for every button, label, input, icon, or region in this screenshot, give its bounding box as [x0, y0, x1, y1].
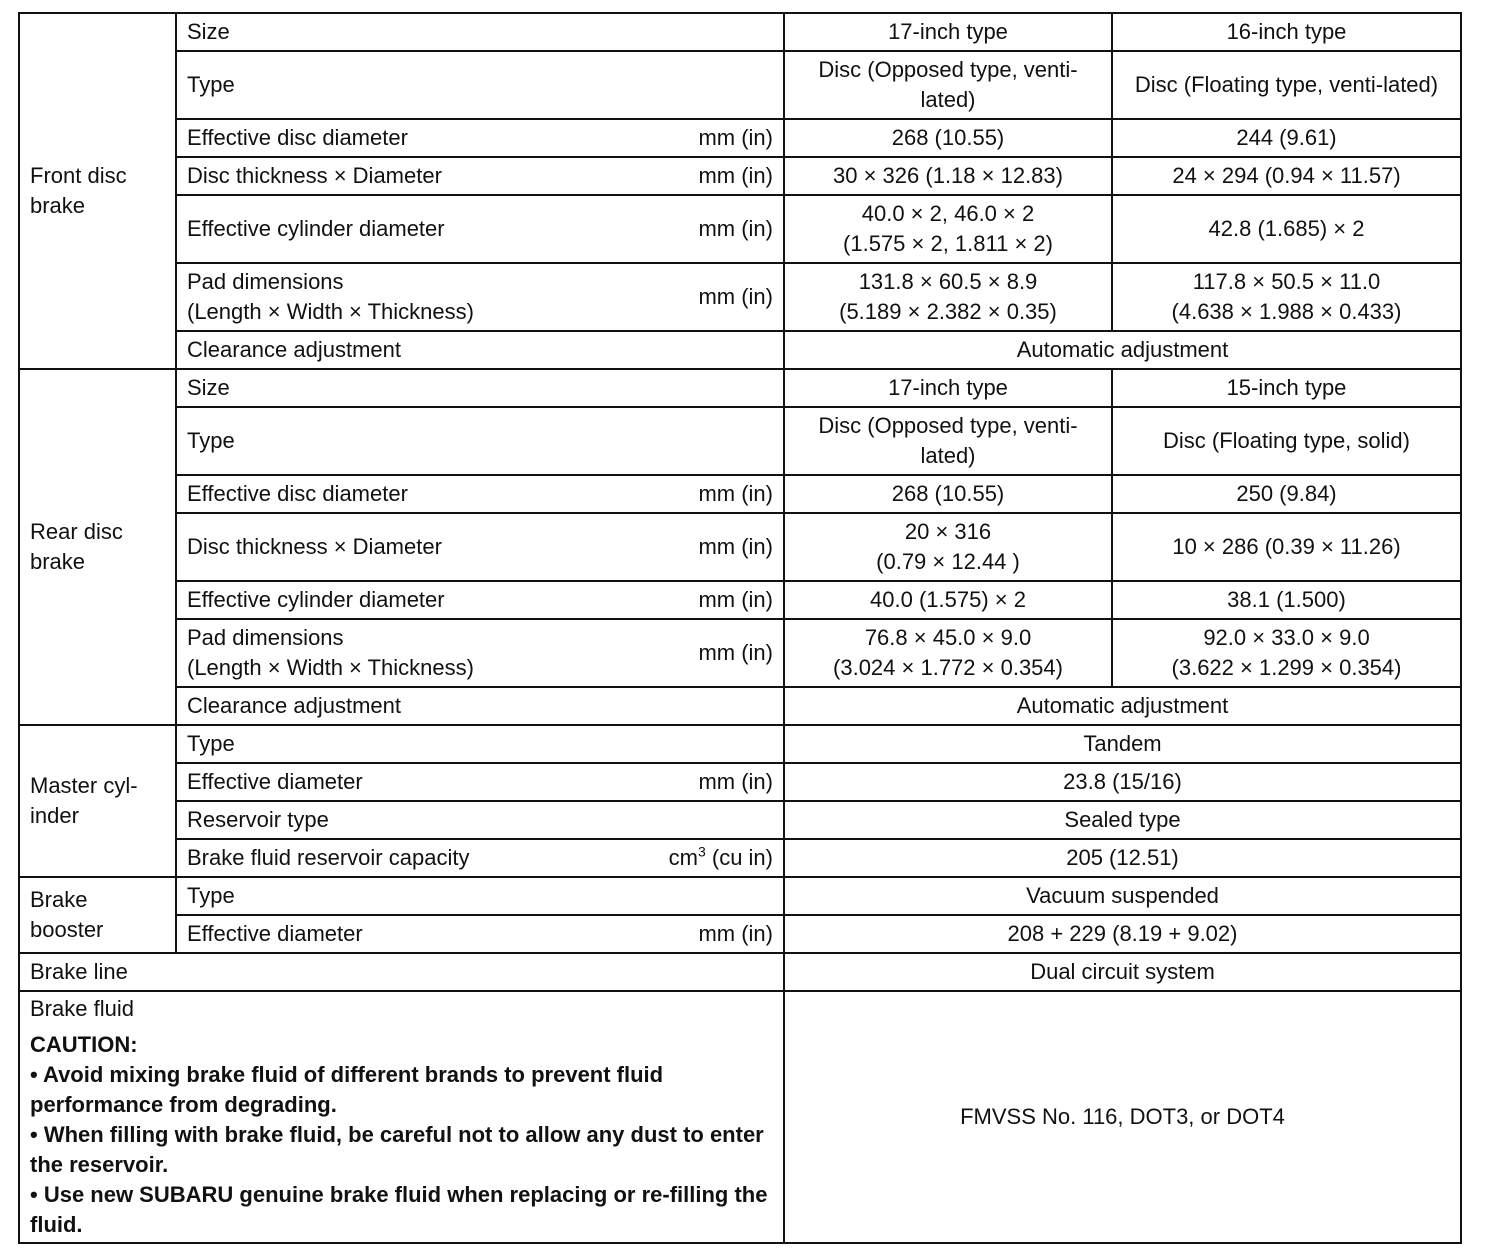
label-text: Effective diameter: [187, 769, 363, 794]
table-row: [19, 619, 1461, 687]
label-size: Size: [176, 369, 784, 407]
label-brake-fluid: Brake fluid: [30, 996, 134, 1021]
unit-text: mm (in): [698, 769, 773, 794]
label-text: Effective cylinder diameter: [187, 587, 445, 612]
value-line: (3.622 × 1.299 × 0.354): [1171, 655, 1402, 680]
label-line: Pad dimensions: [187, 625, 344, 650]
value-cell: 30 × 326 (1.18 × 12.83): [784, 157, 1112, 195]
caution-item: • When filling with brake fluid, be careful not to allow any dust to enter the reservoir.: [30, 1122, 764, 1177]
label-cell: [176, 157, 784, 195]
group-master-cylinder: Master cyl-inder: [19, 725, 176, 877]
table-row: [19, 839, 1461, 877]
label-cell: [176, 513, 784, 581]
label-text: Brake fluid reservoir capacity: [187, 845, 470, 870]
value-cell: 16-inch type: [1112, 13, 1461, 51]
table-row: [19, 195, 1461, 263]
label-type: Type: [176, 407, 784, 475]
table-row: [19, 369, 1461, 407]
value-cell: 42.8 (1.685) × 2: [1112, 195, 1461, 263]
table-row: [19, 475, 1461, 513]
table-row: [19, 877, 1461, 915]
label-cell: [176, 263, 784, 331]
group-brake-booster: Brake booster: [19, 877, 176, 953]
value-cell: 250 (9.84): [1112, 475, 1461, 513]
value-cell: 244 (9.61): [1112, 119, 1461, 157]
table-row: [19, 51, 1461, 119]
label-cell: [176, 475, 784, 513]
value-cell: 208 + 229 (8.19 + 9.02): [784, 915, 1461, 953]
value-line: (1.575 × 2, 1.811 × 2): [843, 231, 1053, 256]
label-cell: [176, 763, 784, 801]
value-cell: 15-inch type: [1112, 369, 1461, 407]
table-row: [19, 687, 1461, 725]
value-cell: Sealed type: [784, 801, 1461, 839]
brake-fluid-cell: [19, 991, 784, 1243]
label-text: Effective disc diameter: [187, 481, 408, 506]
value-cell: Disc (Opposed type, venti-lated): [784, 407, 1112, 475]
table-row: [19, 991, 1461, 1243]
value-line: 76.8 × 45.0 × 9.0: [864, 625, 1032, 650]
label-clearance: Clearance adjustment: [176, 687, 784, 725]
value-line: 40.0 × 2, 46.0 × 2: [861, 201, 1035, 226]
value-cell: Automatic adjustment: [784, 687, 1461, 725]
label-reservoir-type: Reservoir type: [176, 801, 784, 839]
value-cell: Automatic adjustment: [784, 331, 1461, 369]
value-line: (3.024 × 1.772 × 0.354): [833, 655, 1063, 680]
value-line: (4.638 × 1.988 × 0.433): [1171, 299, 1402, 324]
value-cell: [784, 619, 1112, 687]
label-line: (Length × Width × Thickness): [187, 299, 474, 324]
unit-text: mm (in): [698, 163, 773, 188]
value-cell: 17-inch type: [784, 13, 1112, 51]
value-line: 92.0 × 33.0 × 9.0: [1203, 625, 1370, 650]
value-cell: 268 (10.55): [784, 475, 1112, 513]
value-cell: 268 (10.55): [784, 119, 1112, 157]
table-row: [19, 157, 1461, 195]
table-row: [19, 119, 1461, 157]
value-cell: [784, 513, 1112, 581]
table-row: [19, 801, 1461, 839]
table-row: [19, 331, 1461, 369]
value-cell: 40.0 (1.575) × 2: [784, 581, 1112, 619]
value-cell: 38.1 (1.500): [1112, 581, 1461, 619]
unit-text: mm (in): [698, 640, 773, 665]
unit-text: mm (in): [698, 534, 773, 559]
unit-text: mm (in): [698, 587, 773, 612]
label-text: Effective cylinder diameter: [187, 216, 445, 241]
group-front-disc-brake: Front disc brake: [19, 13, 176, 369]
label-cell: [176, 839, 784, 877]
label-cell: [176, 581, 784, 619]
value-cell: Disc (Floating type, solid): [1112, 407, 1461, 475]
value-cell: Dual circuit system: [784, 953, 1461, 991]
unit-text: mm (in): [698, 125, 773, 150]
table-row: [19, 407, 1461, 475]
label-clearance: Clearance adjustment: [176, 331, 784, 369]
label-brake-line: Brake line: [19, 953, 784, 991]
label-cell: [176, 195, 784, 263]
unit-text: mm (in): [698, 284, 773, 309]
unit-text: mm (in): [698, 216, 773, 241]
label-size: Size: [176, 13, 784, 51]
label-line: Pad dimensions: [187, 269, 344, 294]
value-cell: FMVSS No. 116, DOT3, or DOT4: [784, 991, 1461, 1243]
value-cell: Disc (Opposed type, venti-lated): [784, 51, 1112, 119]
unit-text: mm (in): [698, 481, 773, 506]
label-type: Type: [176, 877, 784, 915]
table-row: [19, 763, 1461, 801]
value-cell: Disc (Floating type, venti-lated): [1112, 51, 1461, 119]
unit-text: [669, 843, 773, 873]
value-line: 131.8 × 60.5 × 8.9: [858, 269, 1038, 294]
value-line: (5.189 × 2.382 × 0.35): [839, 299, 1057, 324]
value-cell: Vacuum suspended: [784, 877, 1461, 915]
label-cell: [176, 119, 784, 157]
value-cell: Tandem: [784, 725, 1461, 763]
value-cell: [784, 195, 1112, 263]
label-text: Disc thickness × Diameter: [187, 163, 442, 188]
label-text: Effective disc diameter: [187, 125, 408, 150]
unit-text: mm (in): [698, 921, 773, 946]
unit-base: cm: [668, 845, 698, 870]
brake-spec-table: [18, 12, 1462, 1244]
value-line: 117.8 × 50.5 × 11.0: [1192, 269, 1381, 294]
value-line: (0.79 × 12.44 ): [876, 549, 1020, 574]
value-cell: 17-inch type: [784, 369, 1112, 407]
table-row: [19, 581, 1461, 619]
caution-item: • Use new SUBARU genuine brake fluid when replacing or re-filling the fluid.: [30, 1182, 768, 1237]
table-row: [19, 263, 1461, 331]
label-cell: [176, 619, 784, 687]
value-line: 20 × 316: [904, 519, 992, 544]
value-cell: 10 × 286 (0.39 × 11.26): [1112, 513, 1461, 581]
label-type: Type: [176, 725, 784, 763]
label-line: (Length × Width × Thickness): [187, 655, 474, 680]
table-row: [19, 915, 1461, 953]
label-text: Effective diameter: [187, 921, 363, 946]
table-row: [19, 953, 1461, 991]
value-cell: [1112, 263, 1461, 331]
table-row: [19, 513, 1461, 581]
value-cell: [1112, 619, 1461, 687]
unit-exponent: 3: [697, 843, 706, 860]
caution-title: CAUTION:: [30, 1032, 138, 1057]
value-cell: 205 (12.51): [784, 839, 1461, 877]
value-cell: [784, 263, 1112, 331]
unit-suffix: (cu in): [705, 845, 773, 870]
caution-item: • Avoid mixing brake fluid of different brands to prevent fluid performance from degrading.: [30, 1062, 664, 1117]
group-rear-disc-brake: Rear disc brake: [19, 369, 176, 725]
table-row: [19, 725, 1461, 763]
table-row: [19, 13, 1461, 51]
label-type: Type: [176, 51, 784, 119]
value-cell: 23.8 (15/16): [784, 763, 1461, 801]
label-text: Disc thickness × Diameter: [187, 534, 442, 559]
value-cell: 24 × 294 (0.94 × 11.57): [1112, 157, 1461, 195]
label-cell: [176, 915, 784, 953]
